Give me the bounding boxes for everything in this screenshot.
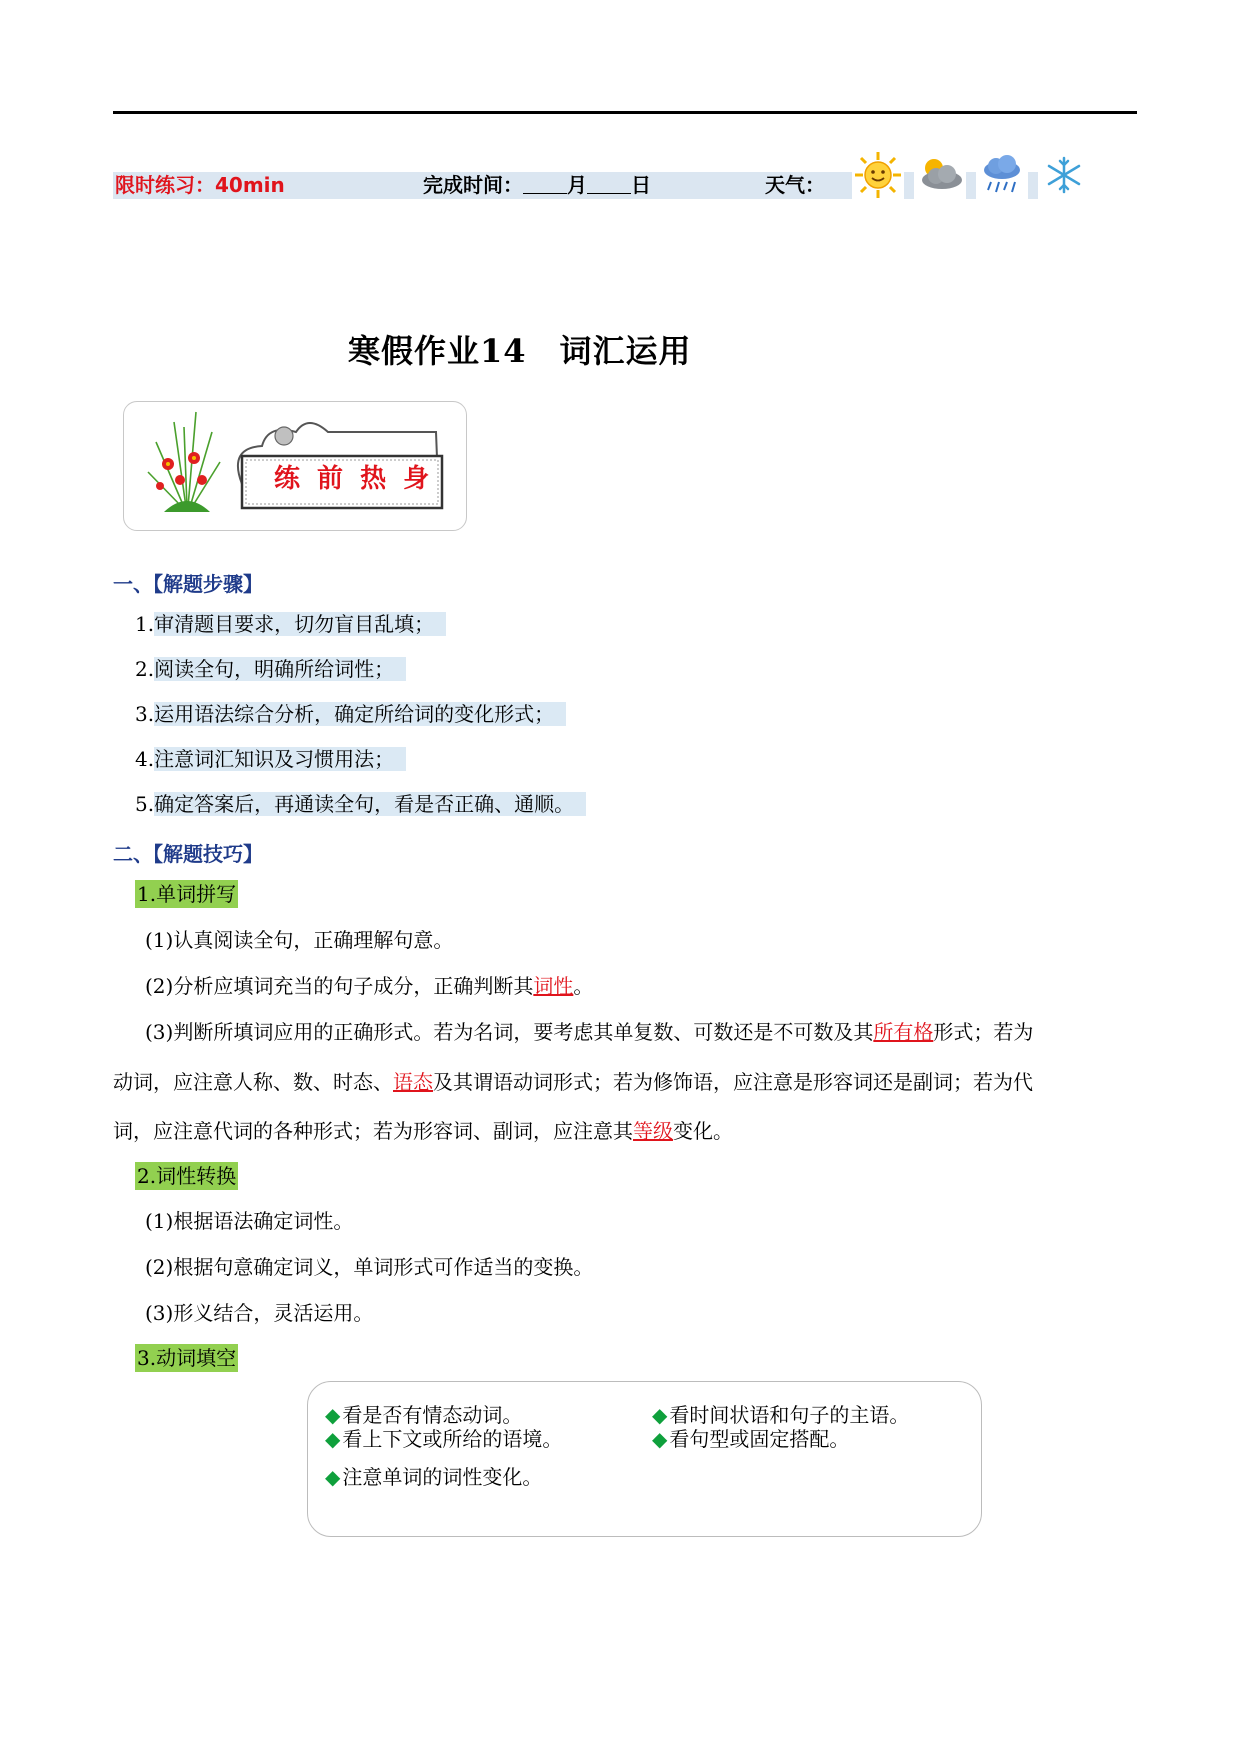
step-item: [135, 655, 406, 683]
time-limit: 限时练习：40min: [115, 173, 285, 197]
highlight-term: 语态: [393, 1070, 433, 1094]
completion-time: [423, 172, 651, 199]
month-label: 月: [567, 173, 587, 197]
weather-icons: [852, 150, 1092, 200]
highlight-term: 等级: [633, 1119, 673, 1143]
subheading-word-spelling: 1.单词拼写: [137, 882, 237, 906]
page-title: 寒假作业14 词汇运用: [348, 332, 692, 370]
diamond-icon: ◆: [325, 1427, 341, 1451]
step-text: 注意词汇知识及习惯用法；: [154, 747, 406, 771]
step-number: 1.: [135, 612, 155, 636]
paragraph: [145, 1018, 1033, 1046]
diamond-icon: ◆: [652, 1403, 668, 1427]
paragraph: (2)根据句意确定词义，单词形式可作适当的变换。: [145, 1255, 594, 1279]
paragraph: (1)认真阅读全句，正确理解句意。: [145, 928, 454, 952]
step-text: 阅读全句，明确所给词性；: [154, 657, 406, 681]
paragraph: [113, 1068, 1033, 1096]
subheading-word-conversion: 2.词性转换: [137, 1164, 237, 1188]
step-text: 审清题目要求，切勿盲目乱填；: [154, 612, 446, 636]
tip-text: 注意单词的词性变化。: [342, 1465, 543, 1489]
tip-text: 看是否有情态动词。: [342, 1403, 523, 1427]
subheading-verb-fill: 3.动词填空: [137, 1346, 237, 1370]
cloudy-icon[interactable]: [914, 150, 966, 200]
step-item: [135, 700, 566, 728]
text: 变化。: [673, 1119, 733, 1143]
paragraph: [113, 1117, 733, 1145]
step-text: 确定答案后，再通读全句，看是否正确、通顺。: [154, 792, 586, 816]
tip-text: 看句型或固定搭配。: [669, 1427, 850, 1451]
day-blank[interactable]: [587, 175, 631, 194]
top-rule: [113, 111, 1137, 114]
step-number: 4.: [135, 747, 155, 771]
step-number: 3.: [135, 702, 155, 726]
highlight-term: 所有格: [873, 1020, 934, 1044]
month-blank[interactable]: [523, 175, 567, 194]
tip-text: 看时间状语和句子的主语。: [669, 1403, 910, 1427]
tips-box: [307, 1381, 982, 1537]
diamond-icon: ◆: [652, 1427, 668, 1451]
text: 词，应注意代词的各种形式；若为形容词、副词，应注意其: [113, 1119, 633, 1143]
paragraph: (3)形义结合，灵活运用。: [145, 1301, 374, 1325]
tip-text: 看上下文或所给的语境。: [342, 1427, 563, 1451]
tip-item: [652, 1403, 909, 1427]
section-1-heading: 一、【解题步骤】: [113, 572, 263, 596]
tip-item: [325, 1465, 542, 1489]
step-item: [135, 610, 446, 638]
paragraph: [145, 972, 593, 1000]
warmup-label: 练 前 热 身: [274, 464, 434, 494]
weather-label: 天气：: [765, 173, 825, 197]
step-text: 运用语法综合分析，确定所给词的变化形式；: [154, 702, 566, 726]
step-item: [135, 790, 586, 818]
section-2-heading: 二、【解题技巧】: [113, 842, 263, 866]
completion-label: 完成时间：: [423, 173, 523, 197]
paragraph: (1)根据语法确定词性。: [145, 1209, 354, 1233]
text: 。: [573, 974, 594, 998]
text: (2)分析应填词充当的句子成分，正确判断其: [145, 974, 534, 998]
diamond-icon: ◆: [325, 1465, 341, 1489]
highlight-term: 词性: [533, 974, 574, 998]
tip-item: [652, 1427, 849, 1451]
step-item: [135, 745, 406, 773]
text: 动词，应注意人称、数、时态、: [113, 1070, 393, 1094]
day-label: 日: [631, 173, 651, 197]
rain-icon[interactable]: [976, 150, 1028, 200]
step-number: 2.: [135, 657, 155, 681]
sun-icon[interactable]: [852, 150, 904, 200]
snow-icon[interactable]: [1038, 150, 1090, 200]
warmup-banner: [123, 401, 467, 531]
tip-item: [325, 1403, 522, 1427]
text: 形式；若为: [933, 1020, 1034, 1044]
text: (3)判断所填词应用的正确形式。若为名词，要考虑其单复数、可数还是不可数及其: [145, 1020, 874, 1044]
diamond-icon: ◆: [325, 1403, 341, 1427]
text: 及其谓语动词形式；若为修饰语，应注意是形容词还是副词；若为代: [433, 1070, 1033, 1094]
tip-item: [325, 1427, 562, 1451]
step-number: 5.: [135, 792, 155, 816]
